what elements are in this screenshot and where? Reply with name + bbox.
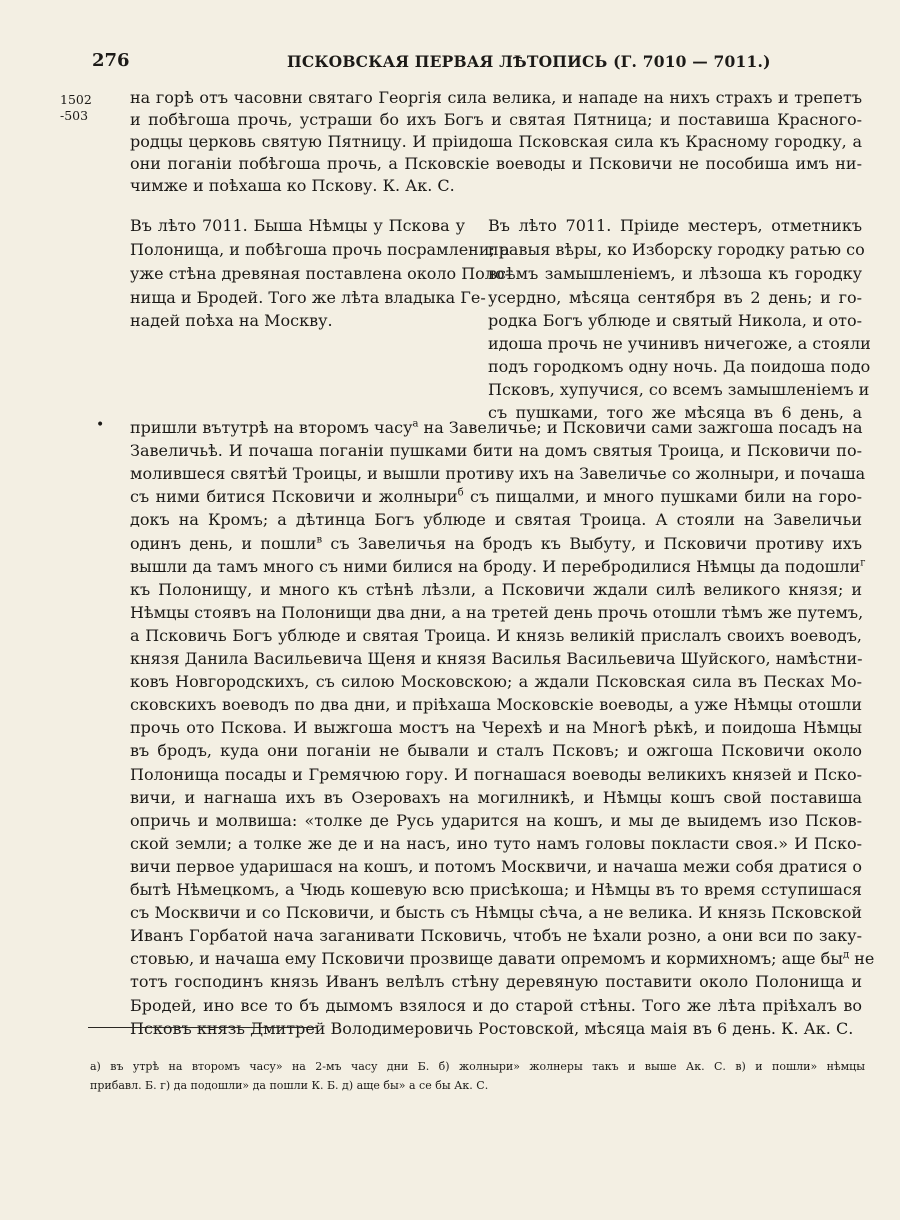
- text-segment: къ Полонищу, и много къ стѣнѣ лѣзли, а Псковичи ждали силѣ великого князя; и: [130, 579, 862, 599]
- text-segment: пришли вътутрѣ на второмъ часу: [130, 418, 413, 437]
- text-line: [130, 764, 862, 786]
- text-line: Полонища, и побѣгоша прочь посрамлени; а: [130, 240, 510, 259]
- text-segment: вышли да тамъ много съ ними билися на броду. И перебродилися Нѣмцы да подошли: [130, 556, 861, 576]
- text-line: идоша прочь не учинивъ ничегоже, а стояли: [488, 334, 871, 353]
- page-number: 276: [92, 50, 130, 71]
- margin-years: [60, 90, 92, 126]
- text-line: [130, 440, 862, 462]
- text-segment: стовью, и начаша ему Псковичи прозвище давати опремомъ и кормихномъ; аще бы: [130, 949, 843, 969]
- text-line: [130, 648, 862, 670]
- text-segment: въ бродъ, куда они поганіи не бывали и сталъ Псковъ; и ожгоша Псковичи около: [130, 741, 862, 761]
- text-segment: князя Данила Васильевича Щеня и князя Василья Васильевича Шуйского, намѣстни-: [130, 649, 863, 668]
- text-segment: тотъ господинъ князь Иванъ велѣлъ стѣну деревяную поставити около Полонища и: [130, 972, 862, 992]
- text-line: [130, 602, 862, 624]
- text-segment: опричь и молвиша: «толке де Русь ударится на кошъ, и мы де выидемъ изо Псков-: [130, 810, 862, 830]
- text-segment: молившеся святѣй Троицы, и вышли противу ихъ на Завеличье со жолныри, и почаша: [130, 464, 866, 484]
- footnote-line: а) въ утрѣ на второмъ часу» на 2-мъ часу дни Б. б) жолныри» жолнеры такъ и выше Ак. С. в) и пошли» нѣмцы: [90, 1060, 865, 1073]
- text-line: [130, 463, 866, 485]
- text-line: [130, 533, 862, 555]
- text-segment: Псковъ князь Дмитрей Володимеровичь Ростовской, мѣсяца маія въ 6 день. К. Ак. С.: [130, 1018, 854, 1038]
- footnote-marker: д: [843, 949, 850, 961]
- text-line: [130, 810, 862, 832]
- text-segment: не: [849, 949, 875, 969]
- text-line: [130, 625, 862, 647]
- text-line: и побѣгоша прочь, устраши бо ихъ Богъ и святая Пятница; и поставиша Красного-: [130, 110, 862, 129]
- footnote-marker: б: [457, 487, 464, 499]
- text-line: [130, 556, 866, 578]
- text-line: Въ лѣто 7011. Пріиде местеръ, отметникъ: [488, 216, 862, 235]
- text-line: подъ городкомъ одну ночь. Да поидоша подо: [488, 357, 871, 376]
- footnote-rule: [88, 1027, 318, 1028]
- text-segment: съ Завеличья на бродъ къ Выбуту, и Псковичи противу ихъ: [322, 533, 862, 553]
- text-segment: вичи, и нагнаша ихъ въ Озеровахъ на могилникѣ, и Нѣмцы кошъ свой поставиша: [130, 787, 862, 807]
- text-line: [130, 671, 862, 693]
- text-line: [130, 694, 862, 716]
- text-segment: сковскихъ воеводъ по два дни, и пріѣхаша Московскіе воеводы, а уже Нѣмцы отошли: [130, 695, 862, 715]
- running-head: [92, 50, 812, 76]
- text-segment: Нѣмцы стоявъ на Полонищи два дни, а на третей день прочь отошли тѣмъ же путемъ,: [130, 602, 864, 622]
- text-line: чимже и поѣхаша ко Пскову. К. Ак. С.: [130, 176, 455, 195]
- text-segment: Полонища посады и Гремячюю гору. И погнашася воеводы великихъ князей и Пско-: [130, 764, 862, 784]
- text-line: Псковъ, хупучися, со всемъ замышленіемъ и: [488, 380, 870, 399]
- text-segment: съ пищалми, и много пушками били на горо-: [463, 487, 862, 507]
- text-line: они поганіи побѣгоша прочь, а Псковскіе воеводы и Псковичи не пособиша имъ ни-: [130, 154, 862, 173]
- text-segment: прочь ото Пскова. И выжгоша мостъ на Черехѣ и на Многѣ рѣкѣ, и поидоша Нѣмцы: [130, 718, 862, 738]
- text-segment: вичи первое ударишася на кошъ, и потомъ Москвичи, и начаша межи собя дратися о: [130, 856, 862, 876]
- footnote-marker: в: [316, 534, 323, 546]
- text-segment: ской земли; а толке же де и на насъ, ино туто намъ головы покласти своя.» И Пско-: [130, 833, 862, 853]
- text-line: [130, 995, 862, 1017]
- margin-year-1: 1502: [60, 92, 92, 107]
- text-line: надей поѣха на Москву.: [130, 311, 333, 330]
- text-segment: одинъ день, и пошли: [130, 533, 317, 553]
- margin-year-2: -503: [60, 108, 89, 123]
- text-segment: бытѣ Нѣмецкомъ, а Чюдь кошевую всю присѣкоша; и Нѣмцы въ то время сступишася: [130, 880, 862, 899]
- text-segment: на Завеличье; и Псковичи сами зажгоша посадъ на: [418, 418, 863, 437]
- text-segment: ковъ Новгородскихъ, съ силою Московскою; а ждали Псковская сила въ Песках Мо-: [130, 672, 862, 692]
- text-line: правыя вѣры, ко Изборску городку ратью со: [488, 240, 865, 259]
- text-line: съ пушками, того же мѣсяца въ 6 день, а: [488, 403, 862, 422]
- margin-mark: •: [96, 417, 105, 433]
- text-line: [130, 971, 862, 993]
- text-line: [130, 787, 862, 809]
- text-line: [130, 833, 862, 855]
- text-line: [130, 948, 875, 970]
- text-line: усердно, мѣсяца сентября въ 2 день; и го-: [488, 288, 862, 307]
- text-segment: Иванъ Горбатой нача заганивати Псковичь, чтобъ не ѣхали розно, а они вси по заку-: [130, 926, 862, 946]
- text-line: [130, 509, 862, 531]
- text-line: [130, 1018, 862, 1040]
- text-line: [130, 486, 862, 508]
- footnotes: [90, 1057, 865, 1095]
- footnote-line: прибавл. Б. г) да подошли» да пошли К. Б. д) аще бы» а се бы Ак. С.: [90, 1079, 489, 1092]
- footnote-marker: а: [412, 418, 419, 430]
- text-line: [130, 740, 862, 762]
- text-line: на горѣ отъ часовни святаго Георгія сила велика, и нападе на нихъ страхъ и трепетъ: [130, 88, 862, 107]
- text-line: нища и Бродей. Того же лѣта владыка Ге-: [130, 288, 486, 307]
- text-line: [130, 902, 862, 924]
- text-segment: съ Москвичи и со Псковичи, и бысть съ Нѣмцы сѣча, а не велика. И князь Псковской: [130, 903, 862, 923]
- text-line: родцы церковь святую Пятницу. И пріидоша Псковская сила къ Красному городку, а: [130, 132, 862, 151]
- text-line: [130, 856, 862, 878]
- text-line: [130, 925, 862, 947]
- text-segment: съ ними битися Псковичи и жолныри: [130, 487, 458, 507]
- text-segment: а Псковичь Богъ ублюде и святая Троица. И князь великій прислалъ своихъ воеводъ,: [130, 625, 862, 645]
- text-line: Въ лѣто 7011. Быша Нѣмцы у Пскова у: [130, 216, 465, 235]
- running-title: ПСКОВСКАЯ ПЕРВАЯ ЛѢТОПИСЬ (Г. 7010 — 7011.): [287, 52, 771, 71]
- text-segment: Бродей, ино все то бъ дымомъ взялося и до старой стѣны. Того же лѣта пріѣхалъ во: [130, 995, 862, 1015]
- footnote-marker: г: [860, 557, 866, 569]
- text-line: родка Богъ ублюде и святый Никола, и ото-: [488, 311, 862, 330]
- text-line: всѣмъ замышленіемъ, и лѣзоша къ городку: [488, 264, 862, 283]
- text-line: [130, 717, 862, 739]
- text-line: [130, 417, 862, 439]
- text-line: [130, 879, 862, 901]
- text-segment: Завеличьѣ. И почаша поганіи пушками бити на домъ святыя Троица, и Псковичи по-: [130, 441, 862, 461]
- text-line: уже стѣна древяная поставлена около Поло-: [130, 264, 510, 283]
- text-line: [130, 579, 862, 601]
- text-segment: докъ на Кромъ; а дѣтинца Богъ ублюде и святая Троица. А стояли на Завеличьи: [130, 510, 862, 530]
